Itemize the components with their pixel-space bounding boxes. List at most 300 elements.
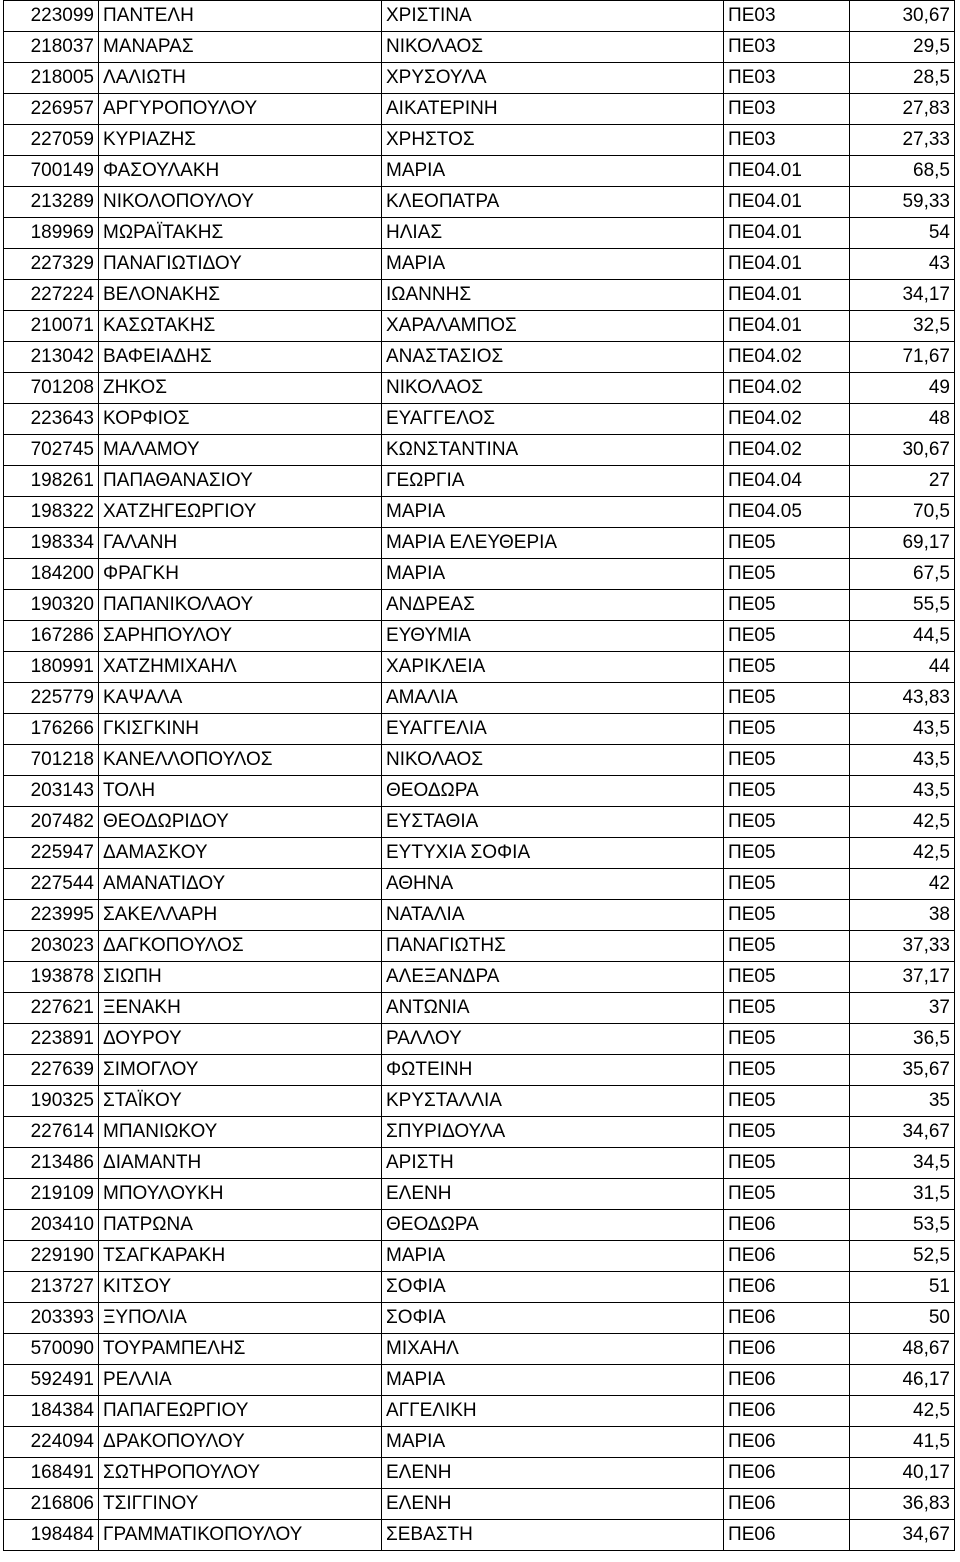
table-row <box>4 962 955 993</box>
specialty-cell: ΠΕ05 <box>724 1055 850 1086</box>
score-cell: 42,5 <box>850 807 955 838</box>
first-name-cell: ΕΥΤΥΧΙΑ ΣΟΦΙΑ <box>382 838 724 869</box>
id-cell: 193878 <box>4 962 99 993</box>
score-cell: 43 <box>850 249 955 280</box>
surname-cell: ΠΑΠΑΓΕΩΡΓΙΟΥ <box>99 1396 382 1427</box>
score-cell: 34,67 <box>850 1520 955 1551</box>
table-row <box>4 1458 955 1489</box>
id-cell: 227224 <box>4 280 99 311</box>
id-cell: 227329 <box>4 249 99 280</box>
id-cell: 227059 <box>4 125 99 156</box>
specialty-cell: ΠΕ05 <box>724 776 850 807</box>
table-row <box>4 1272 955 1303</box>
surname-cell: ΔΡΑΚΟΠΟΥΛΟΥ <box>99 1427 382 1458</box>
id-cell: 176266 <box>4 714 99 745</box>
score-cell: 30,67 <box>850 435 955 466</box>
specialty-cell: ΠΕ06 <box>724 1272 850 1303</box>
specialty-cell: ΠΕ05 <box>724 869 850 900</box>
score-cell: 42,5 <box>850 838 955 869</box>
first-name-cell: ΝΙΚΟΛΑΟΣ <box>382 745 724 776</box>
table-row <box>4 32 955 63</box>
specialty-cell: ΠΕ06 <box>724 1396 850 1427</box>
id-cell: 203410 <box>4 1210 99 1241</box>
specialty-cell: ΠΕ06 <box>724 1303 850 1334</box>
score-cell: 42 <box>850 869 955 900</box>
first-name-cell: ΚΛΕΟΠΑΤΡΑ <box>382 187 724 218</box>
score-cell: 32,5 <box>850 311 955 342</box>
table-row <box>4 559 955 590</box>
surname-cell: ΚΑΨΑΛΑ <box>99 683 382 714</box>
table-row <box>4 373 955 404</box>
table-row <box>4 1 955 32</box>
id-cell: 184384 <box>4 1396 99 1427</box>
surname-cell: ΞΕΝΑΚΗ <box>99 993 382 1024</box>
table-row <box>4 1396 955 1427</box>
score-cell: 35,67 <box>850 1055 955 1086</box>
specialty-cell: ΠΕ05 <box>724 683 850 714</box>
id-cell: 203393 <box>4 1303 99 1334</box>
first-name-cell: ΑΓΓΕΛΙΚΗ <box>382 1396 724 1427</box>
id-cell: 184200 <box>4 559 99 590</box>
table-row <box>4 311 955 342</box>
specialty-cell: ΠΕ06 <box>724 1458 850 1489</box>
score-cell: 43,5 <box>850 776 955 807</box>
surname-cell: ΣΙΜΟΓΛΟΥ <box>99 1055 382 1086</box>
id-cell: 700149 <box>4 156 99 187</box>
surname-cell: ΠΑΝΤΕΛΗ <box>99 1 382 32</box>
score-cell: 36,83 <box>850 1489 955 1520</box>
first-name-cell: ΑΝΤΩΝΙΑ <box>382 993 724 1024</box>
id-cell: 701208 <box>4 373 99 404</box>
score-cell: 53,5 <box>850 1210 955 1241</box>
first-name-cell: ΗΛΙΑΣ <box>382 218 724 249</box>
specialty-cell: ΠΕ04.01 <box>724 218 850 249</box>
score-cell: 37,33 <box>850 931 955 962</box>
id-cell: 213727 <box>4 1272 99 1303</box>
first-name-cell: ΕΥΘΥΜΙΑ <box>382 621 724 652</box>
first-name-cell: ΧΡΗΣΤΟΣ <box>382 125 724 156</box>
first-name-cell: ΜΑΡΙΑ <box>382 156 724 187</box>
id-cell: 207482 <box>4 807 99 838</box>
table-row <box>4 745 955 776</box>
id-cell: 229190 <box>4 1241 99 1272</box>
first-name-cell: ΚΩΝΣΤΑΝΤΙΝΑ <box>382 435 724 466</box>
score-cell: 52,5 <box>850 1241 955 1272</box>
first-name-cell: ΜΑΡΙΑ <box>382 1241 724 1272</box>
surname-cell: ΧΑΤΖΗΜΙΧΑΗΛ <box>99 652 382 683</box>
first-name-cell: ΘΕΟΔΩΡΑ <box>382 1210 724 1241</box>
score-cell: 43,83 <box>850 683 955 714</box>
surname-cell: ΣΙΩΠΗ <box>99 962 382 993</box>
score-cell: 30,67 <box>850 1 955 32</box>
specialty-cell: ΠΕ06 <box>724 1241 850 1272</box>
id-cell: 198484 <box>4 1520 99 1551</box>
score-cell: 42,5 <box>850 1396 955 1427</box>
surname-cell: ΦΡΑΓΚΗ <box>99 559 382 590</box>
specialty-cell: ΠΕ05 <box>724 807 850 838</box>
specialty-cell: ΠΕ04.02 <box>724 404 850 435</box>
surname-cell: ΧΑΤΖΗΓΕΩΡΓΙΟΥ <box>99 497 382 528</box>
table-row <box>4 1427 955 1458</box>
first-name-cell: ΕΥΣΤΑΘΙΑ <box>382 807 724 838</box>
surname-cell: ΔΙΑΜΑΝΤΗ <box>99 1148 382 1179</box>
first-name-cell: ΑΡΙΣΤΗ <box>382 1148 724 1179</box>
first-name-cell: ΣΕΒΑΣΤΗ <box>382 1520 724 1551</box>
surname-cell: ΝΙΚΟΛΟΠΟΥΛΟΥ <box>99 187 382 218</box>
table-row <box>4 1148 955 1179</box>
id-cell: 227639 <box>4 1055 99 1086</box>
table-row <box>4 1520 955 1551</box>
id-cell: 701218 <box>4 745 99 776</box>
table-row <box>4 404 955 435</box>
specialty-cell: ΠΕ05 <box>724 714 850 745</box>
id-cell: 226957 <box>4 94 99 125</box>
score-cell: 70,5 <box>850 497 955 528</box>
surname-cell: ΘΕΟΔΩΡΙΔΟΥ <box>99 807 382 838</box>
table-row <box>4 1303 955 1334</box>
id-cell: 189969 <box>4 218 99 249</box>
table-row <box>4 1241 955 1272</box>
table-row <box>4 683 955 714</box>
table-row <box>4 1086 955 1117</box>
surname-cell: ΒΕΛΟΝΑΚΗΣ <box>99 280 382 311</box>
surname-cell: ΒΑΦΕΙΑΔΗΣ <box>99 342 382 373</box>
specialty-cell: ΠΕ05 <box>724 1086 850 1117</box>
id-cell: 227614 <box>4 1117 99 1148</box>
first-name-cell: ΣΟΦΙΑ <box>382 1272 724 1303</box>
first-name-cell: ΑΙΚΑΤΕΡΙΝΗ <box>382 94 724 125</box>
id-cell: 223643 <box>4 404 99 435</box>
score-cell: 31,5 <box>850 1179 955 1210</box>
id-cell: 218005 <box>4 63 99 94</box>
score-cell: 68,5 <box>850 156 955 187</box>
surname-cell: ΣΤΑΪΚΟΥ <box>99 1086 382 1117</box>
first-name-cell: ΣΠΥΡΙΔΟΥΛΑ <box>382 1117 724 1148</box>
table-row <box>4 342 955 373</box>
first-name-cell: ΠΑΝΑΓΙΩΤΗΣ <box>382 931 724 962</box>
id-cell: 224094 <box>4 1427 99 1458</box>
score-cell: 49 <box>850 373 955 404</box>
surname-cell: ΚΙΤΣΟΥ <box>99 1272 382 1303</box>
surname-cell: ΞΥΠΟΛΙΑ <box>99 1303 382 1334</box>
table-row <box>4 125 955 156</box>
first-name-cell: ΧΑΡΑΛΑΜΠΟΣ <box>382 311 724 342</box>
table-row <box>4 590 955 621</box>
score-cell: 27,83 <box>850 94 955 125</box>
score-cell: 44,5 <box>850 621 955 652</box>
id-cell: 213486 <box>4 1148 99 1179</box>
score-cell: 48,67 <box>850 1334 955 1365</box>
score-cell: 41,5 <box>850 1427 955 1458</box>
surname-cell: ΠΑΤΡΩΝΑ <box>99 1210 382 1241</box>
table-row <box>4 528 955 559</box>
table-row <box>4 497 955 528</box>
id-cell: 190325 <box>4 1086 99 1117</box>
specialty-cell: ΠΕ04.04 <box>724 466 850 497</box>
surname-cell: ΔΑΜΑΣΚΟΥ <box>99 838 382 869</box>
id-cell: 702745 <box>4 435 99 466</box>
surname-cell: ΠΑΠΑΝΙΚΟΛΑΟΥ <box>99 590 382 621</box>
specialty-cell: ΠΕ04.05 <box>724 497 850 528</box>
first-name-cell: ΙΩΑΝΝΗΣ <box>382 280 724 311</box>
score-cell: 34,67 <box>850 1117 955 1148</box>
first-name-cell: ΑΝΑΣΤΑΣΙΟΣ <box>382 342 724 373</box>
first-name-cell: ΜΑΡΙΑ <box>382 559 724 590</box>
table-row <box>4 435 955 466</box>
surname-cell: ΤΣΑΓΚΑΡΑΚΗ <box>99 1241 382 1272</box>
score-cell: 28,5 <box>850 63 955 94</box>
id-cell: 203023 <box>4 931 99 962</box>
surname-cell: ΓΚΙΣΓΚΙΝΗ <box>99 714 382 745</box>
specialty-cell: ΠΕ05 <box>724 900 850 931</box>
surname-cell: ΓΡΑΜΜΑΤΙΚΟΠΟΥΛΟΥ <box>99 1520 382 1551</box>
specialty-cell: ΠΕ05 <box>724 962 850 993</box>
id-cell: 225947 <box>4 838 99 869</box>
specialty-cell: ΠΕ05 <box>724 838 850 869</box>
table-row <box>4 807 955 838</box>
id-cell: 570090 <box>4 1334 99 1365</box>
specialty-cell: ΠΕ06 <box>724 1489 850 1520</box>
surname-cell: ΣΩΤΗΡΟΠΟΥΛΟΥ <box>99 1458 382 1489</box>
id-cell: 227621 <box>4 993 99 1024</box>
score-cell: 59,33 <box>850 187 955 218</box>
id-cell: 213289 <box>4 187 99 218</box>
score-cell: 44 <box>850 652 955 683</box>
score-cell: 43,5 <box>850 714 955 745</box>
table-row <box>4 652 955 683</box>
surname-cell: ΚΑΣΩΤΑΚΗΣ <box>99 311 382 342</box>
specialty-cell: ΠΕ05 <box>724 1148 850 1179</box>
first-name-cell: ΑΛΕΞΑΝΔΡΑ <box>382 962 724 993</box>
specialty-cell: ΠΕ05 <box>724 621 850 652</box>
first-name-cell: ΜΑΡΙΑ <box>382 497 724 528</box>
specialty-cell: ΠΕ04.01 <box>724 187 850 218</box>
surname-cell: ΚΑΝΕΛΛΟΠΟΥΛΟΣ <box>99 745 382 776</box>
table-row <box>4 187 955 218</box>
id-cell: 223891 <box>4 1024 99 1055</box>
id-cell: 218037 <box>4 32 99 63</box>
id-cell: 198334 <box>4 528 99 559</box>
id-cell: 225779 <box>4 683 99 714</box>
score-cell: 29,5 <box>850 32 955 63</box>
first-name-cell: ΧΡΥΣΟΥΛΑ <box>382 63 724 94</box>
first-name-cell: ΕΥΑΓΓΕΛΟΣ <box>382 404 724 435</box>
first-name-cell: ΝΙΚΟΛΑΟΣ <box>382 373 724 404</box>
id-cell: 223995 <box>4 900 99 931</box>
first-name-cell: ΕΥΑΓΓΕΛΙΑ <box>382 714 724 745</box>
first-name-cell: ΕΛΕΝΗ <box>382 1489 724 1520</box>
surname-cell: ΑΡΓΥΡΟΠΟΥΛΟΥ <box>99 94 382 125</box>
id-cell: 168491 <box>4 1458 99 1489</box>
first-name-cell: ΜΑΡΙΑ <box>382 1427 724 1458</box>
specialty-cell: ΠΕ04.01 <box>724 280 850 311</box>
table-row <box>4 776 955 807</box>
first-name-cell: ΝΑΤΑΛΙΑ <box>382 900 724 931</box>
specialty-cell: ΠΕ05 <box>724 1117 850 1148</box>
specialty-cell: ΠΕ03 <box>724 94 850 125</box>
score-cell: 27,33 <box>850 125 955 156</box>
first-name-cell: ΡΑΛΛΟΥ <box>382 1024 724 1055</box>
specialty-cell: ΠΕ06 <box>724 1365 850 1396</box>
specialty-cell: ΠΕ04.02 <box>724 373 850 404</box>
score-cell: 38 <box>850 900 955 931</box>
score-cell: 54 <box>850 218 955 249</box>
surname-cell: ΜΠΟΥΛΟΥΚΗ <box>99 1179 382 1210</box>
first-name-cell: ΜΙΧΑΗΛ <box>382 1334 724 1365</box>
surname-cell: ΜΩΡΑΪΤΑΚΗΣ <box>99 218 382 249</box>
first-name-cell: ΝΙΚΟΛΑΟΣ <box>382 32 724 63</box>
id-cell: 210071 <box>4 311 99 342</box>
id-cell: 216806 <box>4 1489 99 1520</box>
surname-cell: ΜΠΑΝΙΩΚΟΥ <box>99 1117 382 1148</box>
specialty-cell: ΠΕ06 <box>724 1520 850 1551</box>
table-row <box>4 1179 955 1210</box>
first-name-cell: ΑΜΑΛΙΑ <box>382 683 724 714</box>
surname-cell: ΠΑΝΑΓΙΩΤΙΔΟΥ <box>99 249 382 280</box>
score-cell: 55,5 <box>850 590 955 621</box>
specialty-cell: ΠΕ06 <box>724 1210 850 1241</box>
surname-cell: ΡΕΛΛΙΑ <box>99 1365 382 1396</box>
table-row <box>4 1024 955 1055</box>
specialty-cell: ΠΕ05 <box>724 652 850 683</box>
table-row <box>4 249 955 280</box>
table-row <box>4 621 955 652</box>
specialty-cell: ΠΕ03 <box>724 32 850 63</box>
table-row <box>4 838 955 869</box>
specialty-cell: ΠΕ05 <box>724 1024 850 1055</box>
surname-cell: ΚΟΡΦΙΟΣ <box>99 404 382 435</box>
specialty-cell: ΠΕ05 <box>724 931 850 962</box>
surname-cell: ΠΑΠΑΘΑΝΑΣΙΟΥ <box>99 466 382 497</box>
id-cell: 203143 <box>4 776 99 807</box>
table-row <box>4 869 955 900</box>
id-cell: 219109 <box>4 1179 99 1210</box>
first-name-cell: ΜΑΡΙΑ ΕΛΕΥΘΕΡΙΑ <box>382 528 724 559</box>
specialty-cell: ΠΕ04.01 <box>724 249 850 280</box>
surname-cell: ΦΑΣΟΥΛΑΚΗ <box>99 156 382 187</box>
first-name-cell: ΜΑΡΙΑ <box>382 249 724 280</box>
table-row <box>4 714 955 745</box>
table-row <box>4 900 955 931</box>
specialty-cell: ΠΕ03 <box>724 125 850 156</box>
table-row <box>4 156 955 187</box>
score-cell: 71,67 <box>850 342 955 373</box>
surname-cell: ΛΑΛΙΩΤΗ <box>99 63 382 94</box>
specialty-cell: ΠΕ05 <box>724 590 850 621</box>
surname-cell: ΜΑΝΑΡΑΣ <box>99 32 382 63</box>
first-name-cell: ΣΟΦΙΑ <box>382 1303 724 1334</box>
first-name-cell: ΧΡΙΣΤΙΝΑ <box>382 1 724 32</box>
first-name-cell: ΦΩΤΕΙΝΗ <box>382 1055 724 1086</box>
score-cell: 34,17 <box>850 280 955 311</box>
specialty-cell: ΠΕ04.01 <box>724 311 850 342</box>
score-cell: 69,17 <box>850 528 955 559</box>
score-cell: 27 <box>850 466 955 497</box>
table-row <box>4 1117 955 1148</box>
score-cell: 34,5 <box>850 1148 955 1179</box>
table-row <box>4 1055 955 1086</box>
surname-cell: ΔΑΓΚΟΠΟΥΛΟΣ <box>99 931 382 962</box>
table-row <box>4 94 955 125</box>
surname-cell: ΖΗΚΟΣ <box>99 373 382 404</box>
specialty-cell: ΠΕ06 <box>724 1427 850 1458</box>
specialty-cell: ΠΕ04.02 <box>724 435 850 466</box>
specialty-cell: ΠΕ03 <box>724 63 850 94</box>
score-cell: 37 <box>850 993 955 1024</box>
surname-cell: ΜΑΛΑΜΟΥ <box>99 435 382 466</box>
table-row <box>4 218 955 249</box>
table-row <box>4 1365 955 1396</box>
specialty-cell: ΠΕ06 <box>724 1334 850 1365</box>
id-cell: 190320 <box>4 590 99 621</box>
id-cell: 180991 <box>4 652 99 683</box>
surname-cell: ΤΣΙΓΓΙΝΟΥ <box>99 1489 382 1520</box>
table-row <box>4 280 955 311</box>
first-name-cell: ΘΕΟΔΩΡΑ <box>382 776 724 807</box>
table-row <box>4 1334 955 1365</box>
first-name-cell: ΜΑΡΙΑ <box>382 1365 724 1396</box>
id-cell: 167286 <box>4 621 99 652</box>
table-body <box>4 1 955 1551</box>
first-name-cell: ΕΛΕΝΗ <box>382 1179 724 1210</box>
score-cell: 35 <box>850 1086 955 1117</box>
id-cell: 592491 <box>4 1365 99 1396</box>
score-cell: 50 <box>850 1303 955 1334</box>
table-row <box>4 466 955 497</box>
id-cell: 223099 <box>4 1 99 32</box>
table-row <box>4 63 955 94</box>
score-cell: 37,17 <box>850 962 955 993</box>
score-cell: 51 <box>850 1272 955 1303</box>
id-cell: 213042 <box>4 342 99 373</box>
surname-cell: ΣΑΚΕΛΛΑΡΗ <box>99 900 382 931</box>
specialty-cell: ΠΕ05 <box>724 993 850 1024</box>
specialty-cell: ΠΕ03 <box>724 1 850 32</box>
surname-cell: ΤΟΥΡΑΜΠΕΛΗΣ <box>99 1334 382 1365</box>
first-name-cell: ΓΕΩΡΓΙΑ <box>382 466 724 497</box>
id-cell: 227544 <box>4 869 99 900</box>
results-table <box>3 0 955 1551</box>
surname-cell: ΔΟΥΡΟΥ <box>99 1024 382 1055</box>
score-cell: 46,17 <box>850 1365 955 1396</box>
first-name-cell: ΑΝΔΡΕΑΣ <box>382 590 724 621</box>
surname-cell: ΓΑΛΑΝΗ <box>99 528 382 559</box>
specialty-cell: ΠΕ05 <box>724 528 850 559</box>
table-row <box>4 1210 955 1241</box>
table-row <box>4 931 955 962</box>
specialty-cell: ΠΕ05 <box>724 745 850 776</box>
surname-cell: ΤΟΛΗ <box>99 776 382 807</box>
first-name-cell: ΧΑΡΙΚΛΕΙΑ <box>382 652 724 683</box>
score-cell: 43,5 <box>850 745 955 776</box>
specialty-cell: ΠΕ04.02 <box>724 342 850 373</box>
score-cell: 48 <box>850 404 955 435</box>
surname-cell: ΚΥΡΙΑΖΗΣ <box>99 125 382 156</box>
table-row <box>4 993 955 1024</box>
first-name-cell: ΑΘΗΝΑ <box>382 869 724 900</box>
score-cell: 40,17 <box>850 1458 955 1489</box>
first-name-cell: ΚΡΥΣΤΑΛΛΙΑ <box>382 1086 724 1117</box>
surname-cell: ΣΑΡΗΠΟΥΛΟΥ <box>99 621 382 652</box>
id-cell: 198322 <box>4 497 99 528</box>
specialty-cell: ΠΕ05 <box>724 559 850 590</box>
surname-cell: ΑΜΑΝΑΤΙΔΟΥ <box>99 869 382 900</box>
id-cell: 198261 <box>4 466 99 497</box>
specialty-cell: ΠΕ05 <box>724 1179 850 1210</box>
specialty-cell: ΠΕ04.01 <box>724 156 850 187</box>
table-row <box>4 1489 955 1520</box>
first-name-cell: ΕΛΕΝΗ <box>382 1458 724 1489</box>
